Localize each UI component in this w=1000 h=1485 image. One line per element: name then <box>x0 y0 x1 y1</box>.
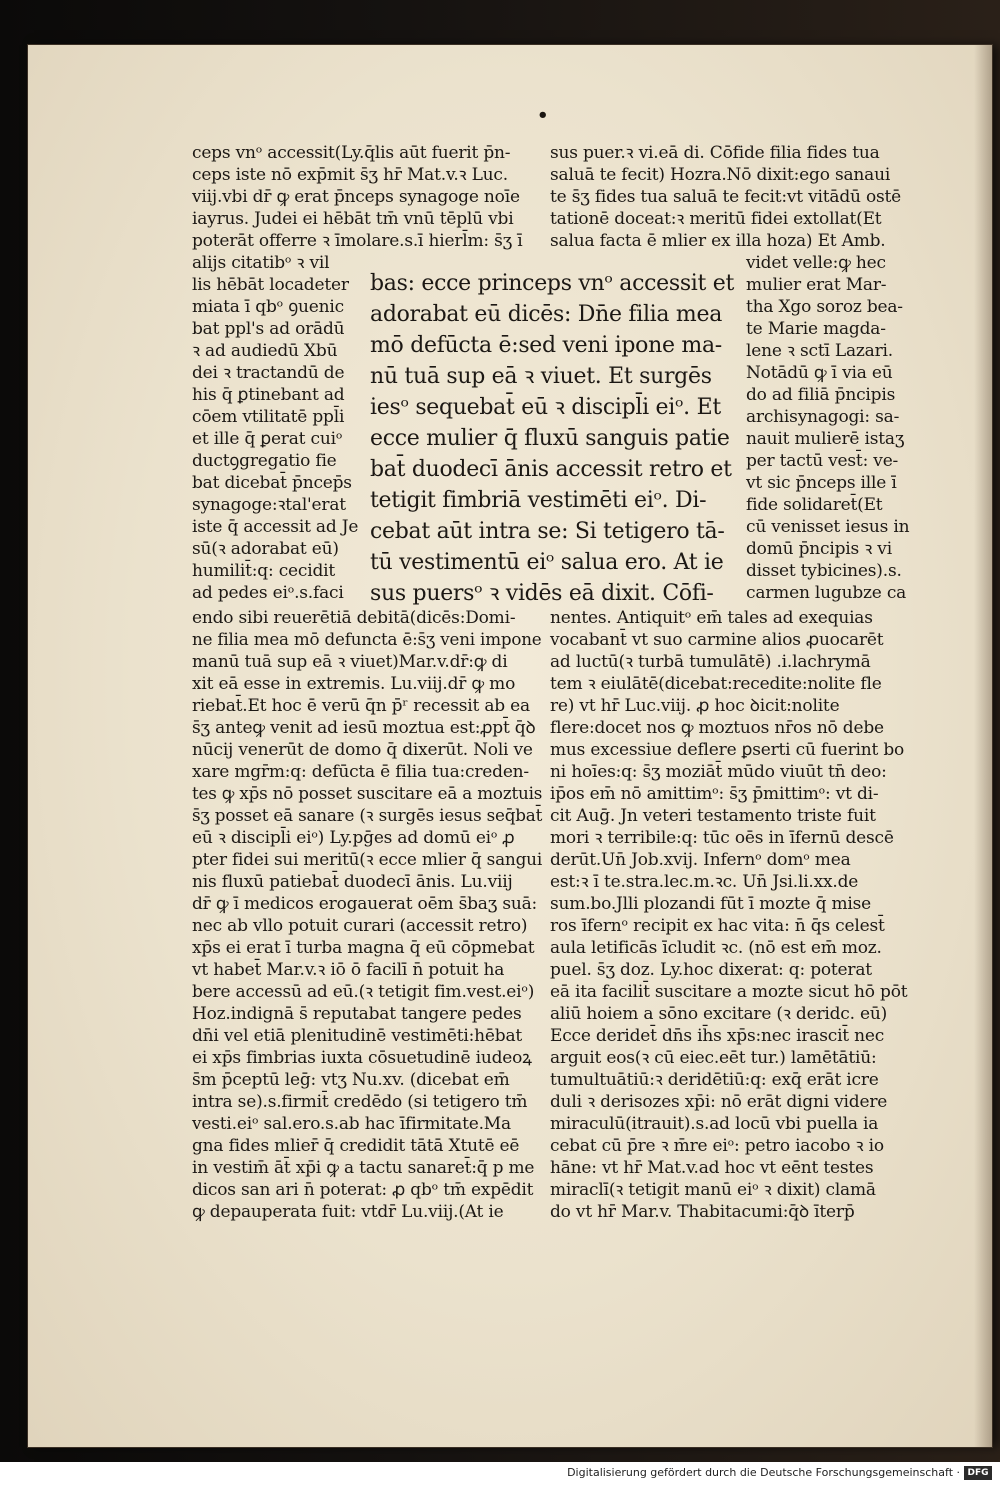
text-line: do ad filiā p̄ncipis <box>746 385 896 405</box>
text-line: vt habet̄ Mar.v.ꝛ iō ō facilī n̄ potuit ha <box>192 960 505 980</box>
text-line: archisynagogi: sa- <box>746 407 900 427</box>
text-line: nūcij venerūt de domo q̄ dixerūt. Noli ve <box>192 740 533 760</box>
text-line: nentes. Antiquitᵒ em̄ tales ad exequias <box>550 608 873 628</box>
text-line: et ille q̄ ꝑerat cuiᵒ <box>192 429 343 449</box>
text-line: Hoz.indignā s̄ reputabat tangere pedes <box>192 1004 522 1024</box>
text-line: re) vt hr̄ Luc.viij. ꝓ hoc ꝺicit:nolite <box>550 696 840 716</box>
text-line: saluā te fecit) Hozra.Nō dixit:ego sanaui <box>550 165 891 185</box>
text-line: est:ꝛ ī te.stra.lec.m.ꝛc. Un̄ Jsi.li.xx.de <box>550 872 859 892</box>
text-line: mori ꝛ terribile:q: tūc oēs in īfernū descē <box>550 828 894 848</box>
text-line: fide solidaret̄(Et <box>746 495 883 515</box>
text-line: ꝛ ad audiedū Xbū <box>192 341 338 361</box>
text-line: flere:docet nos ꝙ moztuos nr̄os nō debe <box>550 718 884 738</box>
text-line: bere accessū ad eū.(ꝛ tetigit fim.vest.eiᵒ) <box>192 982 535 1002</box>
text-line: s̄ʒ anteꝙ venit ad iesū moztua est:ꝓpt̄ q̄ꝺ <box>192 718 536 738</box>
text-line: nauit mulierē istaʒ <box>746 429 905 449</box>
text-line: nū tuā sup eā ꝛ viuet. Et surgēs <box>370 364 712 389</box>
text-line: tū vestimentū eiᵒ salua ero. At ie <box>370 550 724 575</box>
text-line: adorabat eū dicēs: Dn̄e filia mea <box>370 302 723 327</box>
text-line: alijs citatibᵒ ꝛ vil <box>192 253 330 273</box>
text-line: sus puer.ꝛ vi.eā di. Cōfide filia fides tua <box>550 143 880 163</box>
text-line: bat ppl's ad orādū <box>192 319 345 339</box>
text-line: duli ꝛ derisozes xp̄i: nō erāt digni videre <box>550 1092 888 1112</box>
text-line: Notādū ꝙ ī via eū <box>746 363 893 383</box>
text-line: Ecce deridet̄ dn̄s ih̄s xp̄s:nec irascit̄ nec <box>550 1026 885 1046</box>
text-line: in vestim̄ āt̄ xp̄i ꝙ a tactu sanaret̄:q̄ p me <box>192 1158 535 1178</box>
text-line: te s̄ʒ fides tua saluā te fecit:vt vitādū ostē <box>550 187 902 207</box>
text-line: cebat aūt intra se: Si tetigero tā- <box>370 519 725 544</box>
text-line: ne filia mea mō defuncta ē:s̄ʒ veni impone <box>192 630 542 650</box>
text-line: ecce mulier q̄ fluxū sanguis patie <box>370 426 730 451</box>
text-line: nec ab vllo potuit curari (accessit retro) <box>192 916 528 936</box>
text-line: vesti.eiᵒ sal.ero.s.ab hac īfirmitate.Ma <box>192 1114 511 1134</box>
text-line: iesᵒ sequebat̄ eū ꝛ discipl̄i eiᵒ. Et <box>370 395 721 420</box>
text-line: tes ꝙ xp̄s nō posset suscitare eā a moztuis <box>192 784 543 804</box>
text-line: pter fidei sui meritū(ꝛ ecce mlier q̄ sangui <box>192 850 543 870</box>
text-line: vocabant̄ vt suo carmine alios ꝓuocarēt <box>550 630 884 650</box>
text-line: sū(ꝛ adorabat eū) <box>192 539 339 559</box>
text-line: tha Xgo soroz bea- <box>746 297 903 317</box>
text-line: miraculū(itrauit).s.ad locū vbi puella ia <box>550 1114 879 1134</box>
text-line: disset tybicines).s. <box>746 561 902 581</box>
text-line: mulier erat Mar- <box>746 275 887 295</box>
text-line: tem ꝛ eiulātē(dicebat:recedite:nolite fle <box>550 674 882 694</box>
text-line: dr̄ ꝙ ī medicos erogauerat oēm s̄baʒ suā: <box>192 894 538 914</box>
footer-bar <box>0 1462 1000 1485</box>
text-line: nis fluxū patiebat̄ duodecī ānis. Lu.viij <box>192 872 513 892</box>
page-edge-shadow <box>974 45 992 1447</box>
text-line: poterāt offerre ꝛ īmolare.s.ī hierl̄m: s̄ʒ ī <box>192 231 523 251</box>
text-line: s̄m p̄ceptū leḡ: vtʒ Nu.xv. (dicebat em̄ <box>192 1070 510 1090</box>
text-line: his q̄ ꝑtinebant ad <box>192 385 345 405</box>
text-line: salua facta ē mlier ex illa hoza) Et Amb. <box>550 231 886 251</box>
text-line: ceps vnᵒ accessit(Ly.q̄lis aūt fuerit p̄n- <box>192 143 511 163</box>
text-line: tationē doceat:ꝛ meritū fidei extollat(Et <box>550 209 882 229</box>
text-line: synagoge:ꝛtal'erat <box>192 495 346 515</box>
text-line: ꝙ depauperata fuit: vtdr̄ Lu.viij.(At ie <box>192 1202 504 1222</box>
footer-credit: Digitalisierung gefördert durch die Deutsche Forschungsgemeinschaft · <box>567 1466 960 1479</box>
text-line: dicos san ari n̄ poterat: ꝓ qbᵒ tm̄ expēdit <box>192 1180 534 1200</box>
text-line: eū ꝛ discipl̄i eiᵒ) Ly.pḡes ad domū eiᵒ ꝓ <box>192 828 515 848</box>
text-line: sum.bo.Jlli plozandi fūt ī mozte q̄ mise <box>550 894 872 914</box>
text-line: xit eā esse in extremis. Lu.viij.dr̄ ꝙ mo <box>192 674 516 694</box>
text-line: cōem vtilitatē ppl̄i <box>192 407 345 427</box>
text-line: sus puersᵒ ꝛ vidēs eā dixit. Cōfi- <box>370 581 714 606</box>
text-line: cū venisset iesus in <box>746 517 910 537</box>
text-line: arguit eos(ꝛ cū eiec.eēt tur.) lamētātiū: <box>550 1048 877 1068</box>
text-line: bat̄ duodecī ānis accessit retro et <box>370 457 732 482</box>
text-line: domū p̄ncipis ꝛ vi <box>746 539 892 559</box>
text-line: ip̄os em̄ nō amittimᵒ: s̄ʒ p̄mittimᵒ: vt di- <box>550 784 879 804</box>
text-line: humilit̄:q: cecidit <box>192 561 335 581</box>
text-line: manū tuā sup eā ꝛ viuet)Mar.v.dr̄:ꝙ di <box>192 652 508 672</box>
text-line: lis hēbāt locadeter <box>192 275 349 295</box>
book-page <box>28 45 992 1447</box>
text-line: dei ꝛ tractandū de <box>192 363 345 383</box>
text-line: aliū hoiem a sōno excitare (ꝛ deridc. eū) <box>550 1004 888 1024</box>
text-line: dn̄i vel etiā plenitudinē vestimēti:hēbat <box>192 1026 523 1046</box>
text-line: iayrus. Judei ei hēbāt tm̄ vnū tēplū vbi <box>192 209 514 229</box>
text-line: cebat cū p̄re ꝛ m̄re eiᵒ: petro iacobo ꝛ io <box>550 1136 884 1156</box>
text-line: ros īfernᵒ recipit ex hac vita: n̄ q̄s celest̄ <box>550 916 885 936</box>
text-line: bat dicebat̄ p̄ncep̄s <box>192 473 352 493</box>
text-line: xp̄s ei erat ī turba magna q̄ eū cōpmebat <box>192 938 535 958</box>
text-line: intra se).s.firmit̄ credēdo (si tetigero tm̄ <box>192 1092 528 1112</box>
signature-mark: • <box>537 105 549 126</box>
text-line: eā ita facilit̄ suscitare a mozte sicut hō pōt <box>550 982 908 1002</box>
text-line: mus excessiue deflere ꝑserti cū fuerint bo <box>550 740 905 760</box>
text-line: cit Auḡ. Jn veteri testamento triste fuit <box>550 806 876 826</box>
text-line: puel. s̄ʒ doz. Ly.hoc dixerat: q: poterat <box>550 960 872 980</box>
text-line: xare mgr̄m:q: defūcta ē filia tua:creden- <box>192 762 529 782</box>
text-line: tetigit fimbriā vestimēti eiᵒ. Di- <box>370 488 707 513</box>
text-line: videt velle:ꝙ hec <box>746 253 886 273</box>
text-line: s̄ʒ posset eā sanare (ꝛ surgēs iesus seq̄bat̄ <box>192 806 543 826</box>
text-line: mō defūcta ē:sed veni ipone ma- <box>370 333 722 358</box>
text-line: ni hoīes:q: s̄ʒ moziāt̄ mūdo viuūt tn̄ deo: <box>550 762 887 782</box>
text-line: ad luctū(ꝛ turbā tumulātē) .i.lachrymā <box>550 652 871 672</box>
text-line: gna fides mlier̄ q̄ credidit tātā Xtutē eē <box>192 1136 520 1156</box>
text-line: riebat̄.Et hoc ē verū q̄n p̄ʳ recessit ab ea <box>192 696 530 716</box>
text-line: iste q̄ accessit ad Je <box>192 517 359 537</box>
text-line: bas: ecce princeps vnᵒ accessit et <box>370 271 735 296</box>
text-line: miata ī qbᵒ ꝯuenic <box>192 297 344 317</box>
text-line: per tactū vest̄: ve- <box>746 451 899 471</box>
text-line: tumultuātiū:ꝛ deridētiū:q: exq̄ erāt icre <box>550 1070 879 1090</box>
text-line: ceps iste nō exp̄mit s̄ʒ hr̄ Mat.v.ꝛ Luc. <box>192 165 508 185</box>
text-line: vt sic p̄nceps ille ī <box>746 473 897 493</box>
text-line: lene ꝛ sctī Lazari. <box>746 341 893 361</box>
text-line: ductꝯgregatio fie <box>192 451 337 471</box>
text-line: te Marie magda- <box>746 319 886 339</box>
dfg-logo: DFG <box>964 1466 992 1480</box>
text-line: do vt hr̄ Mar.v. Thabitacumi:q̄ꝺ īterp̄ <box>550 1202 855 1222</box>
text-line: derūt.Un̄ Job.xvij. Infernᵒ domᵒ mea <box>550 850 851 870</box>
text-line: ad pedes eiᵒ.s.faci <box>192 583 344 603</box>
text-line: aula letificās īcludit ꝛc. (nō est em̄ moz. <box>550 938 882 958</box>
text-line: miraclī(ꝛ tetigit manū eiᵒ ꝛ dixit) clamā <box>550 1180 876 1200</box>
text-line: endo sibi reuerētiā debitā(dicēs:Domi- <box>192 608 516 628</box>
text-line: viij.vbi dr̄ ꝙ erat p̄nceps synagoge noīe <box>192 187 520 207</box>
text-line: hāne: vt hr̄ Mat.v.ad hoc vt eēnt testes <box>550 1158 874 1178</box>
text-line: ei xp̄s fimbrias iuxta cōsuetudinē iudeoꝝ <box>192 1048 532 1068</box>
text-line: carmen lugubze ca <box>746 583 907 603</box>
